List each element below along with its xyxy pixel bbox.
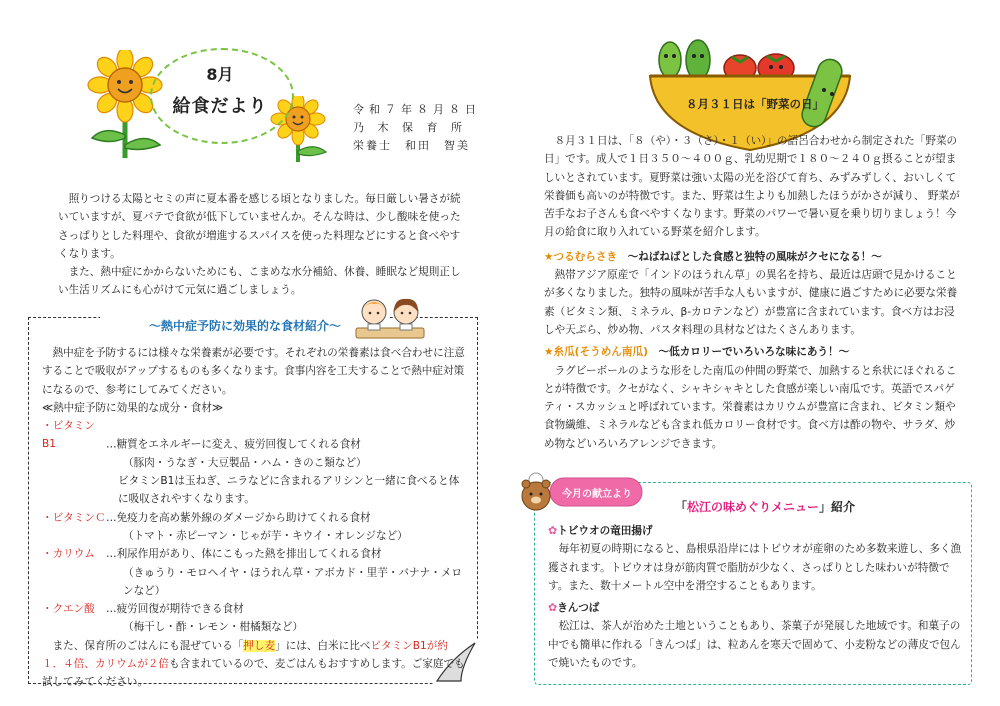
intro-paragraph: 照りつける太陽とセミの声に夏本番を感じる頃となりました。毎日厳しい暑さが続いていますが、夏バテで食欲が低下していませんか。そんな時は、少し酸味を使ったさっぱりとした料理や、食欲が増進するスパイスを使った料理などにすると食べやすくなります。 [58, 193, 461, 260]
section-body: 熱帯アジア原産で「インドのほうれん草」の異名を持ち、最近は店頭で見かけることが多くなりました。独特の風味が苦手な人もいますが、健康に過ごすために必要な栄養素（ビタミン類、ミネラル、β-カロテンなど）が豊富に含まれています。食べ方はお浸しや天ぷら、炒め物、パスタ料理の具材などはたくさんあります。 [544, 269, 958, 336]
menu-content [548, 522, 968, 672]
heatstroke-title: ～熱中症予防に効果的な食材紹介～ [100, 317, 390, 334]
section-heading: ★糸瓜(そうめん南瓜) [544, 346, 648, 359]
nutrient-desc: …疲労回復が期待できる食材 [106, 603, 244, 616]
vegetable-day-content [544, 132, 964, 453]
section-subheading: ～低カロリーでいろいろな味にあう！～ [658, 346, 850, 359]
nutrient-item-citric-acid [42, 600, 467, 637]
nutrient-foods: （きゅうり・モロヘイヤ・ほうれん草・アボカド・里芋・バナナ・メロンなど） [123, 566, 462, 597]
menu-title-bracket: 「 [674, 500, 687, 514]
closing-text: も含まれているので、麦ごはんもおすすめします。ご家庭でも試してみてください。 [42, 658, 465, 689]
menu-title-highlight: 松江の味めぐりメニュー [686, 500, 819, 514]
nutrient-desc: …免疫力を高め紫外線のダメージから助けてくれる食材 [106, 511, 371, 524]
heatstroke-content [42, 344, 467, 692]
nutrient-name: ・ビタミンＣ [42, 511, 106, 524]
nutrient-foods: （梅干し・酢・レモン・柑橘類など） [123, 621, 304, 634]
menu-item-name: きんつば [557, 602, 600, 615]
vegetable-day-intro: ８月３１日は、「８（や）・３（さ）・１（い）」の語呂合わせから制定された「野菜の日」です。成人で１日３５０～４００ｇ、乳幼児期で１８０～２４０ｇ摂ることが望ましいとされています。夏野菜は強い太陽の光を浴びて育ち、みずみずしく、おいしくて栄養価も高いのが特徴です。また、野菜は生よりも加熱したほうがかさが減り、 野菜が苦手なお子さんも食べやすくなります。野菜のパワーで暑い夏を乗り切りましょう！今月の給食に取り入れている野菜を紹介します。 [544, 135, 960, 239]
issue-date: 令和７年８月８日 [353, 103, 481, 116]
issue-info [353, 101, 481, 155]
intro-text [58, 190, 470, 300]
heatstroke-list-heading: ≪熱中症予防に効果的な成分・食材≫ [42, 401, 224, 414]
highlight-nutrients: ビタミンB1が約１．４倍、カリウムが２倍 [42, 639, 448, 671]
menu-item-name: トビウオの竜田揚げ [557, 525, 653, 537]
flower-icon: ✿ [548, 524, 558, 537]
nutrient-name: ・ビタミンB1 [42, 420, 95, 451]
heatstroke-closing [42, 637, 467, 692]
nutrient-item-potassium [42, 545, 467, 600]
menu-title-suffix: 」紹介 [819, 500, 856, 514]
school-name: 乃 木 保 育 所 [353, 121, 467, 134]
highlight-oshimugi: 押し麦 [243, 639, 276, 652]
nutrient-desc: …糖質をエネルギーに変え、疲労回復してくれる食材 [106, 438, 361, 451]
vegetable-section-tsurumurasaki [544, 248, 964, 339]
flower-icon: ✿ [548, 601, 558, 615]
intro-paragraph: また、熱中症にかからないためにも、こまめな水分補給、休養、睡眠など規則正しい生活リズムにも心がけて元気に過ごしましょう。 [58, 266, 461, 297]
nutrient-name: ・クエン酸 [42, 603, 95, 616]
closing-text: 」には、白米に比べ [275, 639, 371, 652]
nutrient-foods: （トマト・赤ピーマン・じゃが芋・キウイ・オレンジなど） [123, 529, 408, 542]
newsletter-month: 8月 [206, 65, 234, 84]
vegetable-section-spaghetti-squash [544, 343, 964, 453]
nutrient-foods: （豚肉・うなぎ・大豆製品・ハム・きのこ類など） [123, 456, 367, 469]
menu-item-body: 毎年初夏の時期になると、島根県沿岸にはトビウオが産卵のため多数来遊し、多く漁獲されます。トビウオは身が筋肉質で脂肪が少なく、さっぱりとした味わいが特徴です。また、数十メートル空中を滑空することもあります。 [548, 543, 962, 592]
heatstroke-intro: 熱中症を予防するには様々な栄養素が必要です。それぞれの栄養素は食べ合わせに注意することで吸収がアップするものも多くなります。食事内容を工夫することで熱中症対策になるので、参考にしてみてください。 [42, 347, 465, 396]
newsletter-title: 給食だより [172, 96, 268, 117]
kids-eating-illustration [352, 296, 428, 340]
closing-text: また、保育所のごはんにも混ぜている「 [52, 639, 244, 652]
section-heading: ★つるむらさき [544, 250, 618, 263]
menu-tag-label: 今月の献立より [562, 489, 632, 500]
menu-item-tobiuo [548, 522, 968, 595]
section-body: ラグビーボールのような形をした南瓜の仲間の野菜で、加熱すると糸状にほぐれることが特徴です。クセがなく、シャキシャキとした食感が楽しい南瓜です。英語でスパゲティ・スカッシュと呼ばれています。栄養素はカリウムが豊富に含まれ、ビタミン類や食物繊維、ミネラルなども含まれ低カロリー食材です。食べ方は酢の物や、サラダ、炒め物などいろいろアレンジできます。 [544, 364, 957, 450]
nutrient-item-vitamin-c [42, 509, 467, 546]
nutrient-note: ビタミンB1は玉ねぎ、ニラなどに含まれるアリシンと一緒に食べると体に吸収されやすくなります。 [118, 475, 460, 506]
nutrient-desc: …利尿作用があり、体にこもった熱を排出してくれる食材 [106, 548, 382, 561]
nutrient-name: ・カリウム [42, 548, 95, 561]
menu-item-kintsuba [548, 599, 968, 672]
nutrient-item-vitamin-b1 [42, 417, 467, 508]
section-subheading: ～ねばねばとした食感と独特の風味がクセになる！～ [627, 250, 882, 263]
menu-item-body: 松江は、茶人が治めた土地ということもあり、茶菓子が発展した地域です。和菓子の中でも簡単に作れる「きんつば」は、粒あんを寒天で固めて、小麦粉などの薄皮で包んで焼いたものです。 [548, 620, 961, 670]
author: 栄養士 和田 智美 [353, 139, 470, 152]
menu-title [650, 498, 880, 515]
vegetable-day-title: ８月３１日は「野菜の日」 [686, 97, 824, 111]
